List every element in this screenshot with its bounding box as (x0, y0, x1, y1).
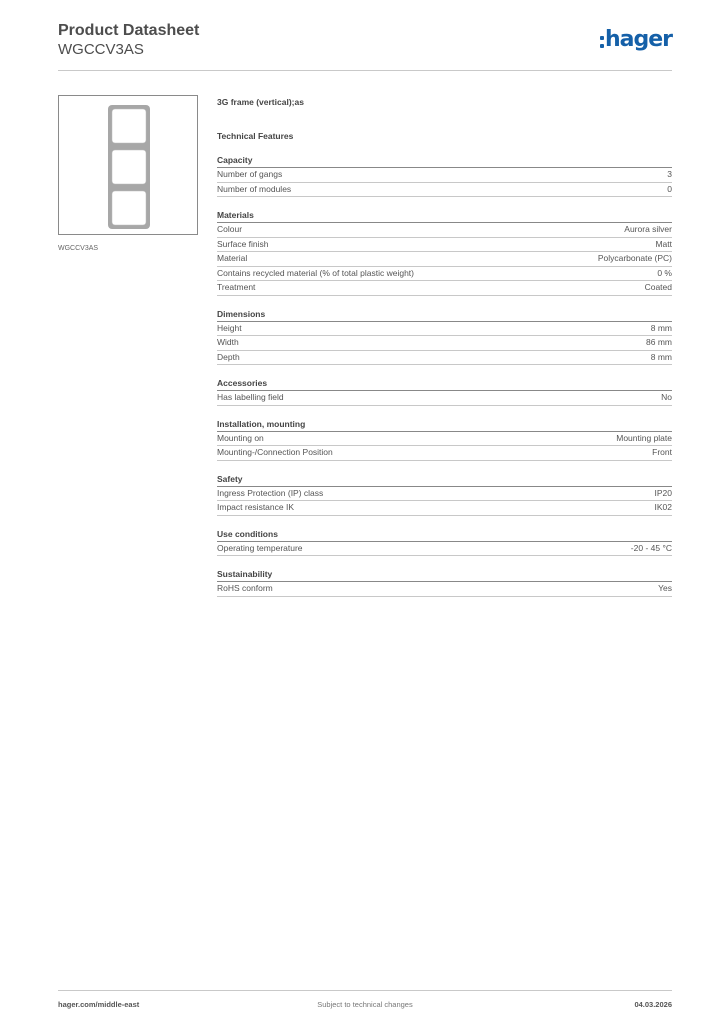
spec-value: Yes (658, 583, 672, 593)
spec-label: Width (217, 337, 239, 347)
page-header (58, 22, 672, 71)
spec-row (217, 391, 672, 406)
spec-row (217, 267, 672, 282)
spec-value: 0 (667, 183, 672, 194)
section-title: Dimensions (217, 309, 672, 322)
spec-value: Matt (655, 238, 672, 249)
spec-row (217, 446, 672, 461)
spec-section (217, 529, 672, 557)
footer-date: 04.03.2026 (634, 1000, 672, 1009)
spec-label: Mounting-/Connection Position (217, 447, 333, 457)
spec-row (217, 432, 672, 447)
spec-section (217, 210, 672, 296)
document-title: Product Datasheet (58, 22, 200, 39)
product-code: WGCCV3AS (58, 41, 144, 58)
section-title: Use conditions (217, 529, 672, 542)
product-image (58, 95, 198, 235)
logo-dots-icon (600, 36, 604, 48)
section-title: Safety (217, 474, 672, 487)
spec-label: Contains recycled material (% of total plastic weight) (217, 267, 414, 278)
spec-value: -20 - 45 °C (630, 542, 672, 553)
image-caption: WGCCV3AS (58, 245, 99, 252)
footer-disclaimer: Subject to technical changes (317, 1000, 413, 1009)
spec-row (217, 487, 672, 502)
spec-value: Polycarbonate (PC) (597, 253, 672, 263)
spec-value: 8 mm (650, 351, 672, 362)
spec-value: No (661, 392, 672, 402)
spec-value: Aurora silver (624, 224, 672, 234)
spec-value: IP20 (654, 487, 672, 498)
spec-value: 3 (667, 169, 672, 179)
spec-label: Ingress Protection (IP) class (217, 487, 324, 498)
spec-section (217, 155, 672, 197)
section-title: Installation, mounting (217, 419, 672, 432)
section-title: Capacity (217, 155, 672, 168)
spec-row (217, 322, 672, 337)
spec-label: Depth (217, 351, 240, 362)
product-description: 3G frame (vertical);as (217, 97, 304, 107)
spec-row (217, 351, 672, 366)
spec-value: Mounting plate (616, 432, 672, 443)
spec-section (217, 569, 672, 597)
spec-label: Surface finish (217, 238, 269, 249)
spec-sections (217, 155, 672, 597)
spec-row (217, 501, 672, 516)
spec-row (217, 252, 672, 267)
spec-row (217, 542, 672, 557)
spec-value: IK02 (654, 502, 672, 512)
page-footer (58, 990, 672, 1011)
spec-label: Mounting on (217, 432, 264, 443)
hager-logo (600, 28, 672, 52)
spec-label: Colour (217, 224, 243, 234)
spec-label: Material (217, 253, 248, 263)
spec-value: 8 mm (650, 322, 672, 333)
spec-label: Number of modules (217, 183, 292, 194)
frame-3g-vertical-icon (59, 96, 197, 234)
spec-row (217, 168, 672, 183)
spec-section (217, 474, 672, 516)
footer-website: hager.com/middle-east (58, 1000, 140, 1009)
spec-label: Operating temperature (217, 542, 303, 553)
spec-row (217, 336, 672, 351)
spec-value: 0 % (657, 267, 672, 278)
spec-row (217, 582, 672, 597)
spec-label: Has labelling field (217, 392, 284, 402)
spec-value: Front (652, 447, 672, 457)
spec-content (217, 96, 672, 597)
spec-value: Coated (644, 282, 672, 292)
spec-label: Treatment (217, 282, 256, 292)
spec-row (217, 281, 672, 296)
spec-label: Height (217, 322, 242, 333)
spec-label: Number of gangs (217, 169, 283, 179)
spec-label: Impact resistance IK (217, 502, 295, 512)
spec-value: 86 mm (646, 337, 672, 347)
spec-section (217, 419, 672, 461)
section-title: Sustainability (217, 569, 672, 582)
spec-row (217, 223, 672, 238)
logo-text: hager (604, 27, 672, 52)
spec-section (217, 378, 672, 406)
spec-row (217, 238, 672, 253)
spec-row (217, 183, 672, 198)
spec-section (217, 309, 672, 366)
section-title: Accessories (217, 378, 672, 391)
technical-features-title: Technical Features (217, 131, 294, 141)
spec-label: RoHS conform (217, 583, 273, 593)
section-title: Materials (217, 210, 672, 223)
